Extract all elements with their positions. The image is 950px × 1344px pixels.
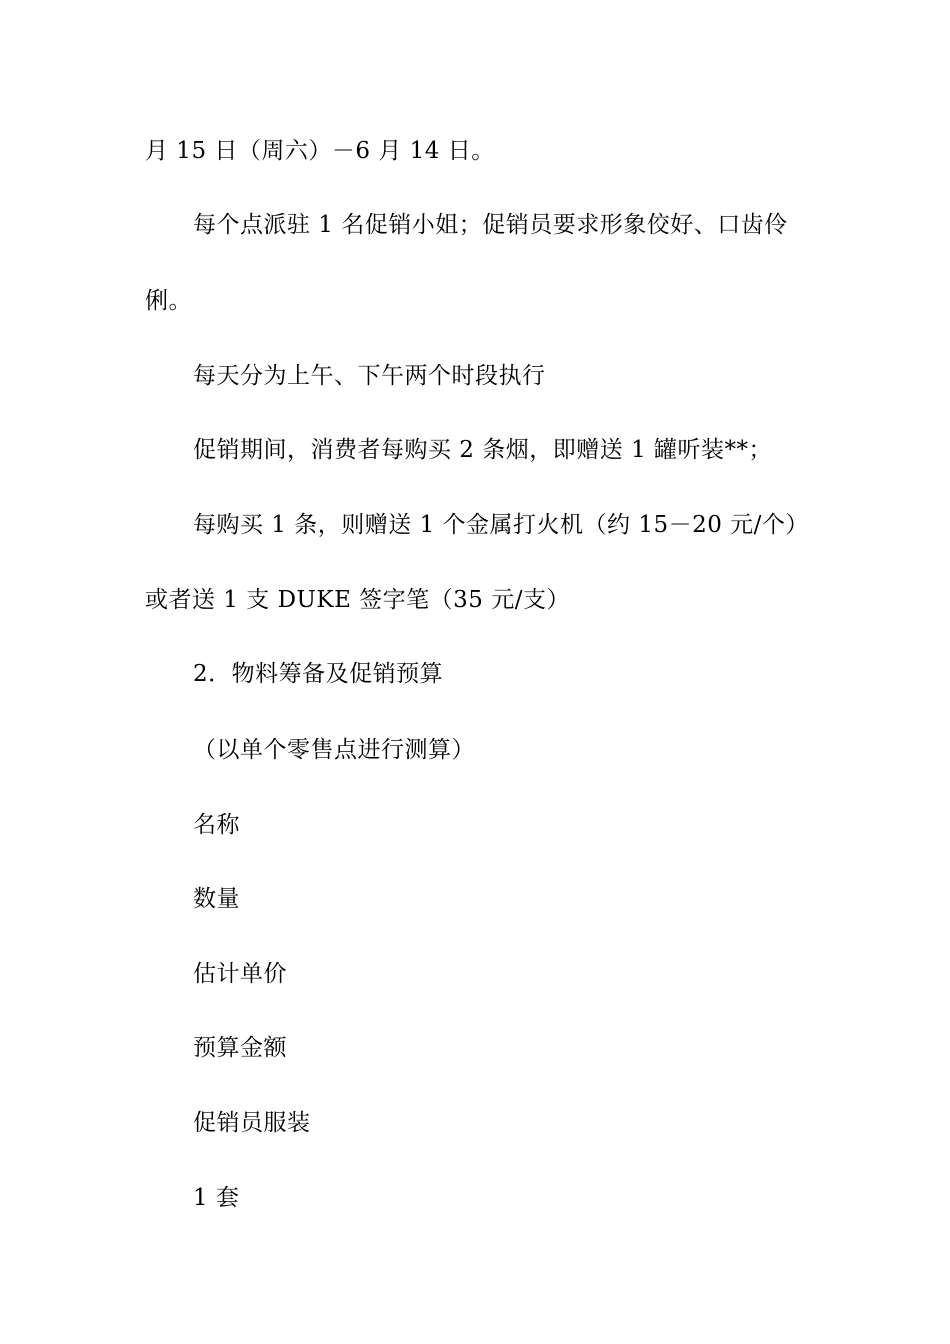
staffing-paragraph-line: 每个点派驻 1 名促销小姐；促销员要求形象佼好、口齿伶	[193, 212, 788, 238]
table-header-budget-amount: 预算金额	[193, 1035, 287, 1061]
schedule-paragraph: 每天分为上午、下午两个时段执行	[193, 363, 546, 389]
table-header-unit-price: 估计单价	[193, 961, 287, 987]
section-heading-materials-budget: 2．物料筹备及促销预算	[193, 661, 444, 687]
lighter-gift-continuation: 或者送 1 支 DUKE 签字笔（35 元/支）	[145, 587, 571, 613]
date-range-line: 月 15 日（周六）－6 月 14 日。	[145, 138, 495, 164]
table-header-name: 名称	[193, 812, 240, 838]
item-quantity-uniform: 1 套	[193, 1185, 240, 1211]
table-header-quantity: 数量	[193, 886, 240, 912]
lighter-gift-paragraph: 每购买 1 条，则赠送 1 个金属打火机（约 15－20 元/个）	[193, 512, 809, 538]
item-name-uniform: 促销员服装	[193, 1110, 311, 1136]
staffing-paragraph-continuation: 俐。	[145, 288, 192, 314]
budget-note: （以单个零售点进行测算）	[193, 737, 475, 763]
promotion-gift-paragraph: 促销期间，消费者每购买 2 条烟，即赠送 1 罐听装**；	[193, 437, 773, 463]
